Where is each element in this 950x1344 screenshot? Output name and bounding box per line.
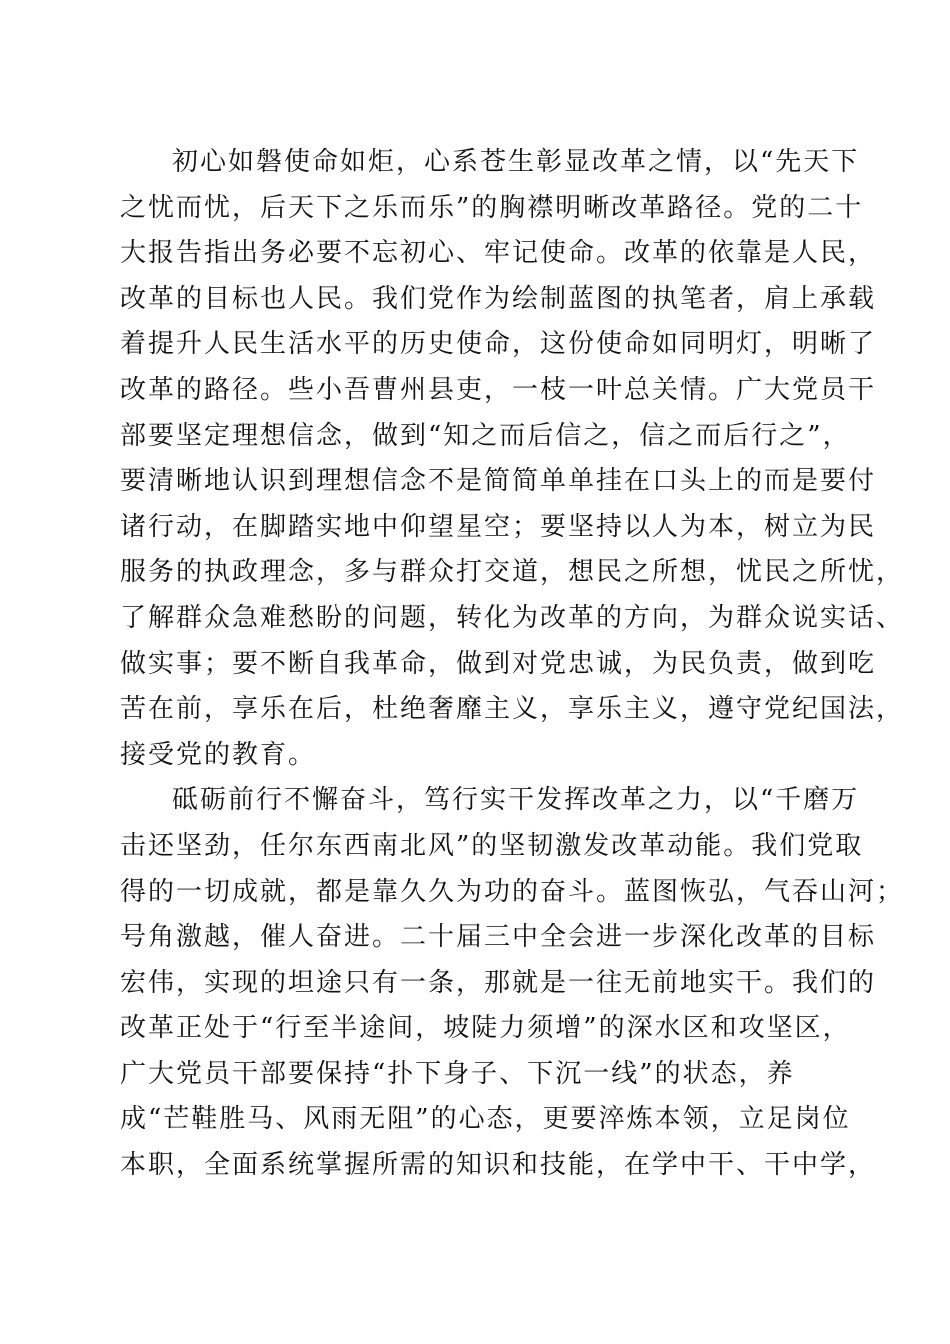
text-line: 服务的执政理念，多与群众打交道，想民之所想，忧民之所忧， [120,557,905,588]
paragraph-2 [120,778,905,1188]
text-line: 号角激越，催人奋进。二十届三中全会进一步深化改革的目标 [120,922,877,953]
text-line: 之忧而忧，后天下之乐而乐”的胸襟明晰改革路径。党的二十 [120,192,864,223]
text-line: 初心如磐使命如炬，心系苍生彰显改革之情，以“先天下 [172,147,860,177]
document-body [120,140,905,1189]
text-line: 部要坚定理想信念，做到“知之而后信之，信之而后行之”， [120,420,851,451]
text-line: 击还坚劲，任尔东西南北风”的坚韧激发改革动能。我们党取 [120,830,864,861]
text-line: 大报告指出务必要不忘初心、牢记使命。改革的依靠是人民， [120,238,877,269]
paragraph-1 [120,140,905,778]
text-line: 得的一切成就，都是靠久久为功的奋斗。蓝图恢弘，气吞山河； [120,876,905,907]
text-line: 广大党员干部要保持“扑下身子、下沉一线”的状态，养 [120,1058,795,1089]
text-line: 要清晰地认识到理想信念不是简简单单挂在口头上的而是要付 [120,466,877,497]
text-line: 诸行动，在脚踏实地中仰望星空；要坚持以人为本，树立为民 [120,511,877,542]
text-line: 苦在前，享乐在后，杜绝奢靡主义，享乐主义，遵守党纪国法， [120,694,905,725]
text-line: 接受党的教育。 [120,739,317,770]
text-line: 做实事；要不断自我革命，做到对党忠诚，为民负责，做到吃 [120,648,877,679]
text-line: 宏伟，实现的坦途只有一条，那就是一往无前地实干。我们的 [120,967,877,998]
text-line: 了解群众急难愁盼的问题，转化为改革的方向，为群众说实话、 [120,602,905,633]
text-line: 本职，全面系统掌握所需的知识和技能，在学中干、干中学， [120,1150,877,1181]
text-line: 着提升人民生活水平的历史使命，这份使命如同明灯，明晰了 [120,329,877,360]
text-line: 成“芒鞋胜马、风雨无阻”的心态，更要淬炼本领，立足岗位 [120,1104,851,1135]
text-line: 改革的路径。些小吾曹州县吏，一枝一叶总关情。广大党员干 [120,374,877,405]
text-line: 改革正处于“行至半途间，坡陡力须增”的深水区和攻坚区， [120,1013,851,1044]
text-line: 改革的目标也人民。我们党作为绘制蓝图的执笔者，肩上承载 [120,283,877,314]
text-line: 砥砺前行不懈奋斗，笃行实干发挥改革之力，以“千磨万 [172,785,860,816]
